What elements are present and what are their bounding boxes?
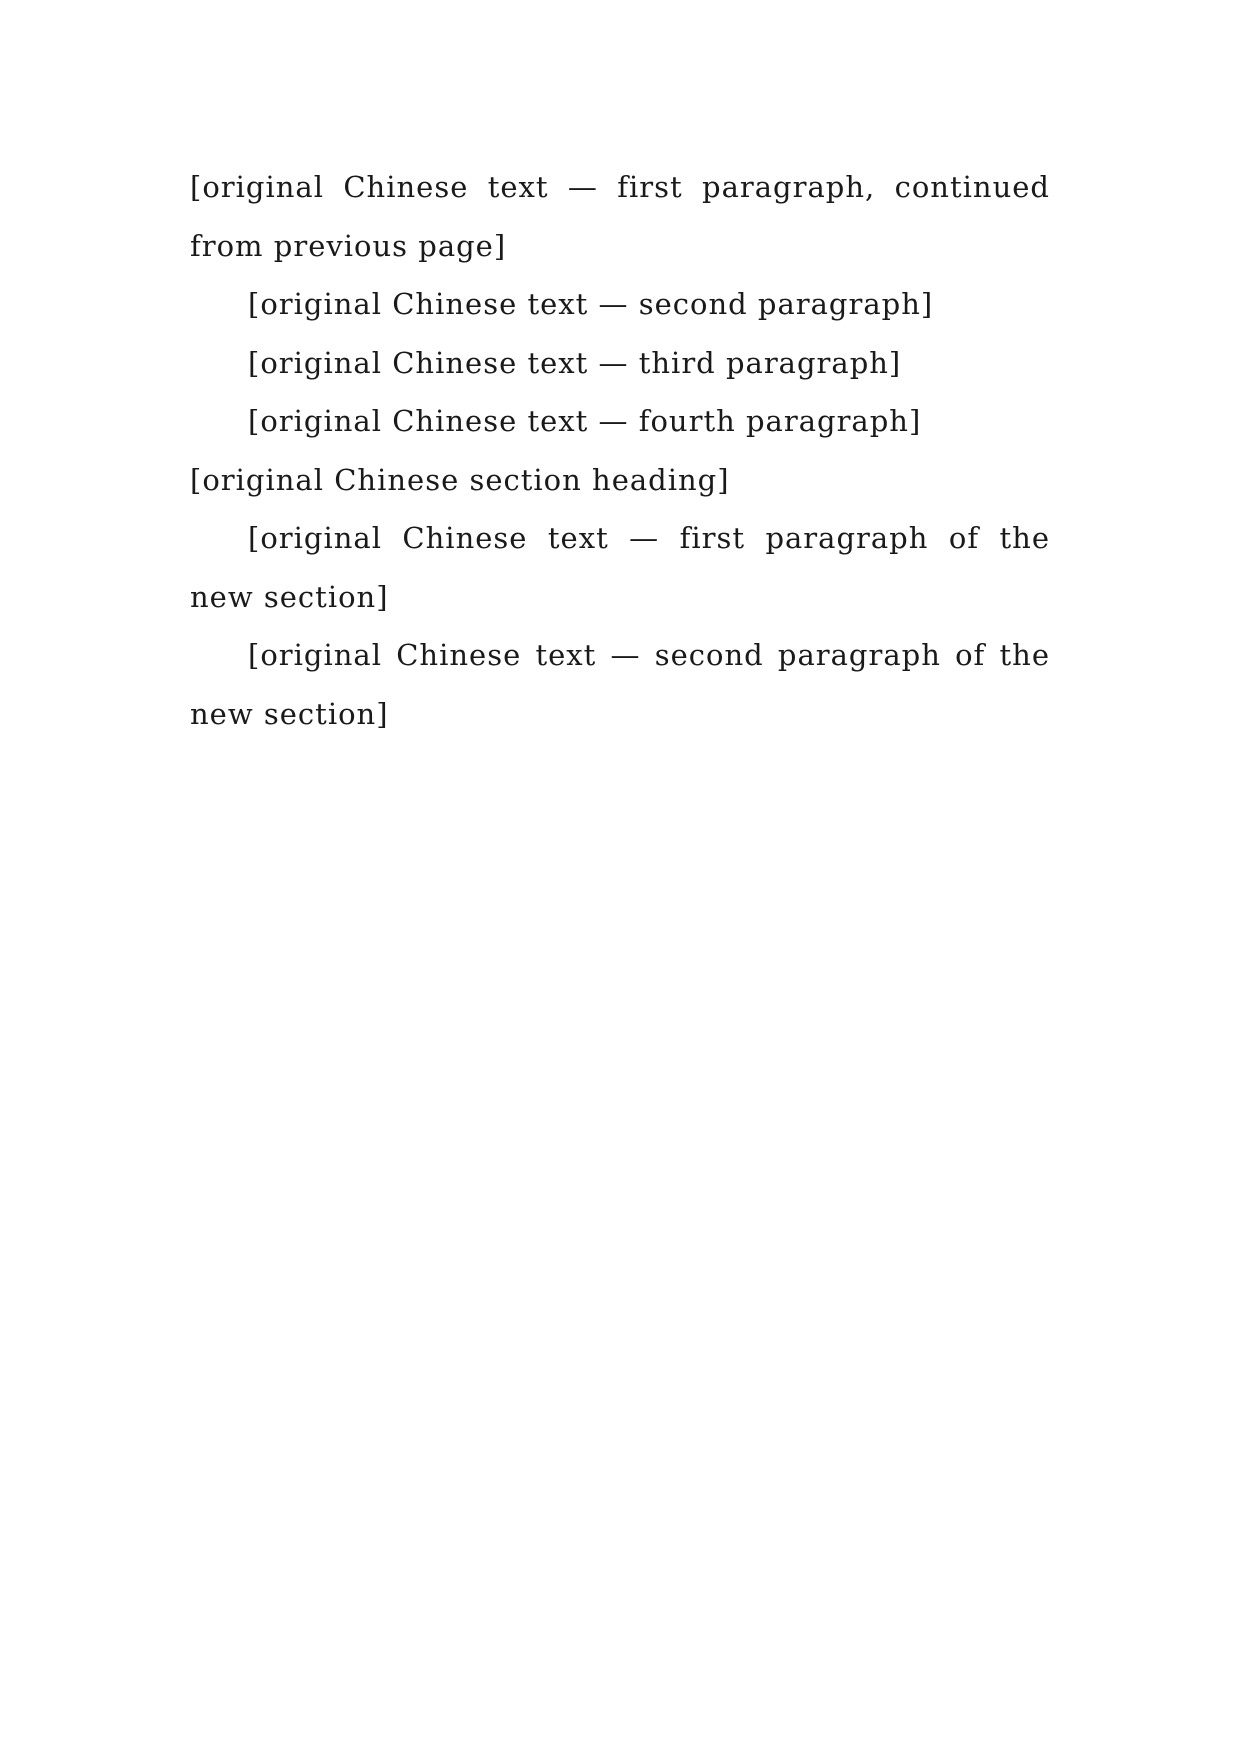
section-paragraph-2: [original Chinese text — second paragraph of the new section] [190, 638, 1050, 731]
paragraph-1: [original Chinese text — first paragraph, continued from previous page] [190, 170, 1050, 263]
section-title: [original Chinese section heading] [190, 462, 730, 497]
paragraph-2: [original Chinese text — second paragraph] [248, 287, 934, 321]
document-body [190, 158, 1050, 743]
paragraph-4: [original Chinese text — fourth paragraph] [248, 404, 922, 438]
paragraph-3: [original Chinese text — third paragraph] [248, 345, 902, 380]
section-paragraph-1: [original Chinese text — first paragraph of the new section] [190, 521, 1050, 614]
